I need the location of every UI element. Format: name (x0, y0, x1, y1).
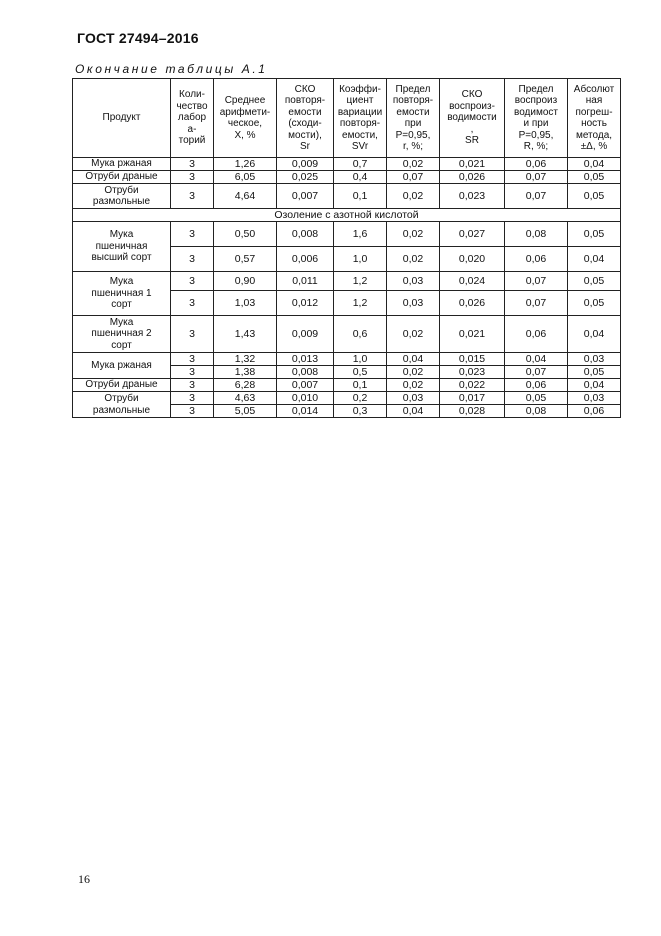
table-cell: 0,02 (387, 184, 440, 209)
table-cell: 0,014 (277, 405, 334, 418)
table-row (73, 272, 621, 291)
product-cell: Отруби драные (73, 171, 171, 184)
table-cell: 0,04 (387, 353, 440, 366)
table-row (73, 392, 621, 405)
table-cell: 1,26 (214, 158, 277, 171)
table-cell: 0,1 (334, 379, 387, 392)
table-cell: 0,3 (334, 405, 387, 418)
table-cell: 3 (171, 353, 214, 366)
product-cell: Отруби размольные (73, 184, 171, 209)
table-cell: 0,012 (277, 291, 334, 316)
table-cell: 0,5 (334, 366, 387, 379)
table-cell: 0,023 (440, 366, 505, 379)
table-cell: 1,0 (334, 247, 387, 272)
table-cell: 0,90 (214, 272, 277, 291)
table-cell: 0,03 (387, 272, 440, 291)
table-cell: 0,04 (568, 316, 621, 353)
page-number: 16 (78, 872, 90, 886)
table-cell: 3 (171, 247, 214, 272)
table-cell: 0,021 (440, 316, 505, 353)
table-cell: 4,63 (214, 392, 277, 405)
table-cell: 3 (171, 316, 214, 353)
table-cell: 0,03 (387, 291, 440, 316)
header-coef-var: Коэффи- циент вариации повторя- емости, SVr (334, 79, 387, 158)
header-mean: Среднее арифмети- ческое, X, % (214, 79, 277, 158)
table-row (73, 379, 621, 392)
table-cell: 5,05 (214, 405, 277, 418)
table-cell: 0,06 (505, 379, 568, 392)
table-row (73, 171, 621, 184)
table-cell: 0,50 (214, 222, 277, 247)
table-cell: 0,02 (387, 222, 440, 247)
table-body (73, 158, 621, 418)
table-cell: 0,02 (387, 366, 440, 379)
table-cell: 0,009 (277, 316, 334, 353)
header-limit-reprod: Предел воспроиз водимост и при P=0,95, R, %; (505, 79, 568, 158)
table-cell: 0,021 (440, 158, 505, 171)
table-cell: 0,06 (505, 247, 568, 272)
table-caption: Окончание таблицы А.1 (75, 62, 268, 76)
table-cell: 0,1 (334, 184, 387, 209)
table-cell: 0,05 (568, 291, 621, 316)
table-cell: 0,08 (505, 405, 568, 418)
table-cell: 0,008 (277, 366, 334, 379)
table-cell: 3 (171, 222, 214, 247)
table-row (73, 158, 621, 171)
table-cell: 0,03 (568, 392, 621, 405)
group-heading: Озоление с азотной кислотой (73, 209, 621, 222)
table-cell: 3 (171, 405, 214, 418)
header-product: Продукт (73, 79, 171, 158)
table-cell: 0,02 (387, 158, 440, 171)
table-cell: 0,025 (277, 171, 334, 184)
product-cell: Мука пшеничная 1 сорт (73, 272, 171, 316)
table-cell: 0,020 (440, 247, 505, 272)
table-cell: 0,07 (505, 171, 568, 184)
table-row (73, 353, 621, 366)
table-cell: 0,007 (277, 184, 334, 209)
table-cell: 0,02 (387, 316, 440, 353)
document-title: ГОСТ 27494–2016 (77, 30, 199, 46)
table-cell: 0,05 (568, 171, 621, 184)
table-cell: 1,43 (214, 316, 277, 353)
table-cell: 0,008 (277, 222, 334, 247)
table-cell: 0,04 (568, 158, 621, 171)
table-row (73, 222, 621, 247)
table-cell: 0,05 (568, 272, 621, 291)
product-cell: Мука ржаная (73, 158, 171, 171)
table-cell: 0,07 (505, 291, 568, 316)
table-cell: 0,07 (505, 184, 568, 209)
table-cell: 1,0 (334, 353, 387, 366)
table-cell: 0,06 (505, 316, 568, 353)
table-cell: 0,007 (277, 379, 334, 392)
table-cell: 0,03 (387, 392, 440, 405)
table-cell: 0,011 (277, 272, 334, 291)
table-cell: 0,028 (440, 405, 505, 418)
table-cell: 0,57 (214, 247, 277, 272)
header-sko-reprod: СКО воспроиз- водимости , SR (440, 79, 505, 158)
product-cell: Отруби размольные (73, 392, 171, 418)
table-cell: 6,05 (214, 171, 277, 184)
table-cell: 3 (171, 366, 214, 379)
product-cell: Мука пшеничная 2 сорт (73, 316, 171, 353)
table-cell: 0,08 (505, 222, 568, 247)
table-cell: 0,02 (387, 247, 440, 272)
table-cell: 0,023 (440, 184, 505, 209)
table-cell: 0,05 (568, 184, 621, 209)
header-sko-repeat: СКО повторя- емости (сходи- мости), Sr (277, 79, 334, 158)
table-cell: 0,05 (505, 392, 568, 405)
table-cell: 0,07 (387, 171, 440, 184)
table-cell: 0,05 (568, 222, 621, 247)
table-cell: 3 (171, 158, 214, 171)
table-cell: 0,026 (440, 171, 505, 184)
table-cell: 0,4 (334, 171, 387, 184)
table-cell: 3 (171, 379, 214, 392)
table-cell: 0,03 (568, 353, 621, 366)
table-cell: 0,022 (440, 379, 505, 392)
table-cell: 6,28 (214, 379, 277, 392)
table-row (73, 184, 621, 209)
table-cell: 1,2 (334, 272, 387, 291)
header-labs: Коли- чество лабор а- торий (171, 79, 214, 158)
table-row (73, 316, 621, 353)
table-cell: 0,017 (440, 392, 505, 405)
table-cell: 0,015 (440, 353, 505, 366)
table-cell: 0,07 (505, 366, 568, 379)
header-limit-repeat: Предел повторя- емости при P=0,95, r, %; (387, 79, 440, 158)
table-cell: 0,04 (568, 247, 621, 272)
table-cell: 0,009 (277, 158, 334, 171)
table-cell: 3 (171, 392, 214, 405)
table-cell: 0,006 (277, 247, 334, 272)
table-cell: 0,04 (505, 353, 568, 366)
table-cell: 0,027 (440, 222, 505, 247)
table-cell: 3 (171, 291, 214, 316)
product-cell: Мука ржаная (73, 353, 171, 379)
table-cell: 0,7 (334, 158, 387, 171)
table-cell: 3 (171, 272, 214, 291)
table-cell: 0,6 (334, 316, 387, 353)
table-cell: 0,07 (505, 272, 568, 291)
table-cell: 0,013 (277, 353, 334, 366)
table-cell: 3 (171, 171, 214, 184)
table-cell: 0,024 (440, 272, 505, 291)
table-cell: 1,32 (214, 353, 277, 366)
header-abs-error: Абсолют ная погреш- ность метода, ±Δ, % (568, 79, 621, 158)
table-cell: 1,6 (334, 222, 387, 247)
table-cell: 4,64 (214, 184, 277, 209)
data-table (72, 78, 621, 418)
table-cell: 0,026 (440, 291, 505, 316)
table-cell: 3 (171, 184, 214, 209)
product-cell: Отруби драные (73, 379, 171, 392)
table-cell: 0,06 (568, 405, 621, 418)
table-cell: 1,03 (214, 291, 277, 316)
table-cell: 0,06 (505, 158, 568, 171)
table-cell: 1,38 (214, 366, 277, 379)
table-cell: 0,04 (568, 379, 621, 392)
table-cell: 0,010 (277, 392, 334, 405)
table-cell: 0,02 (387, 379, 440, 392)
group-heading-row (73, 209, 621, 222)
product-cell: Мука пшеничная высший сорт (73, 222, 171, 272)
table-cell: 1,2 (334, 291, 387, 316)
table-cell: 0,05 (568, 366, 621, 379)
table-cell: 0,04 (387, 405, 440, 418)
header-row (73, 79, 621, 158)
table-cell: 0,2 (334, 392, 387, 405)
